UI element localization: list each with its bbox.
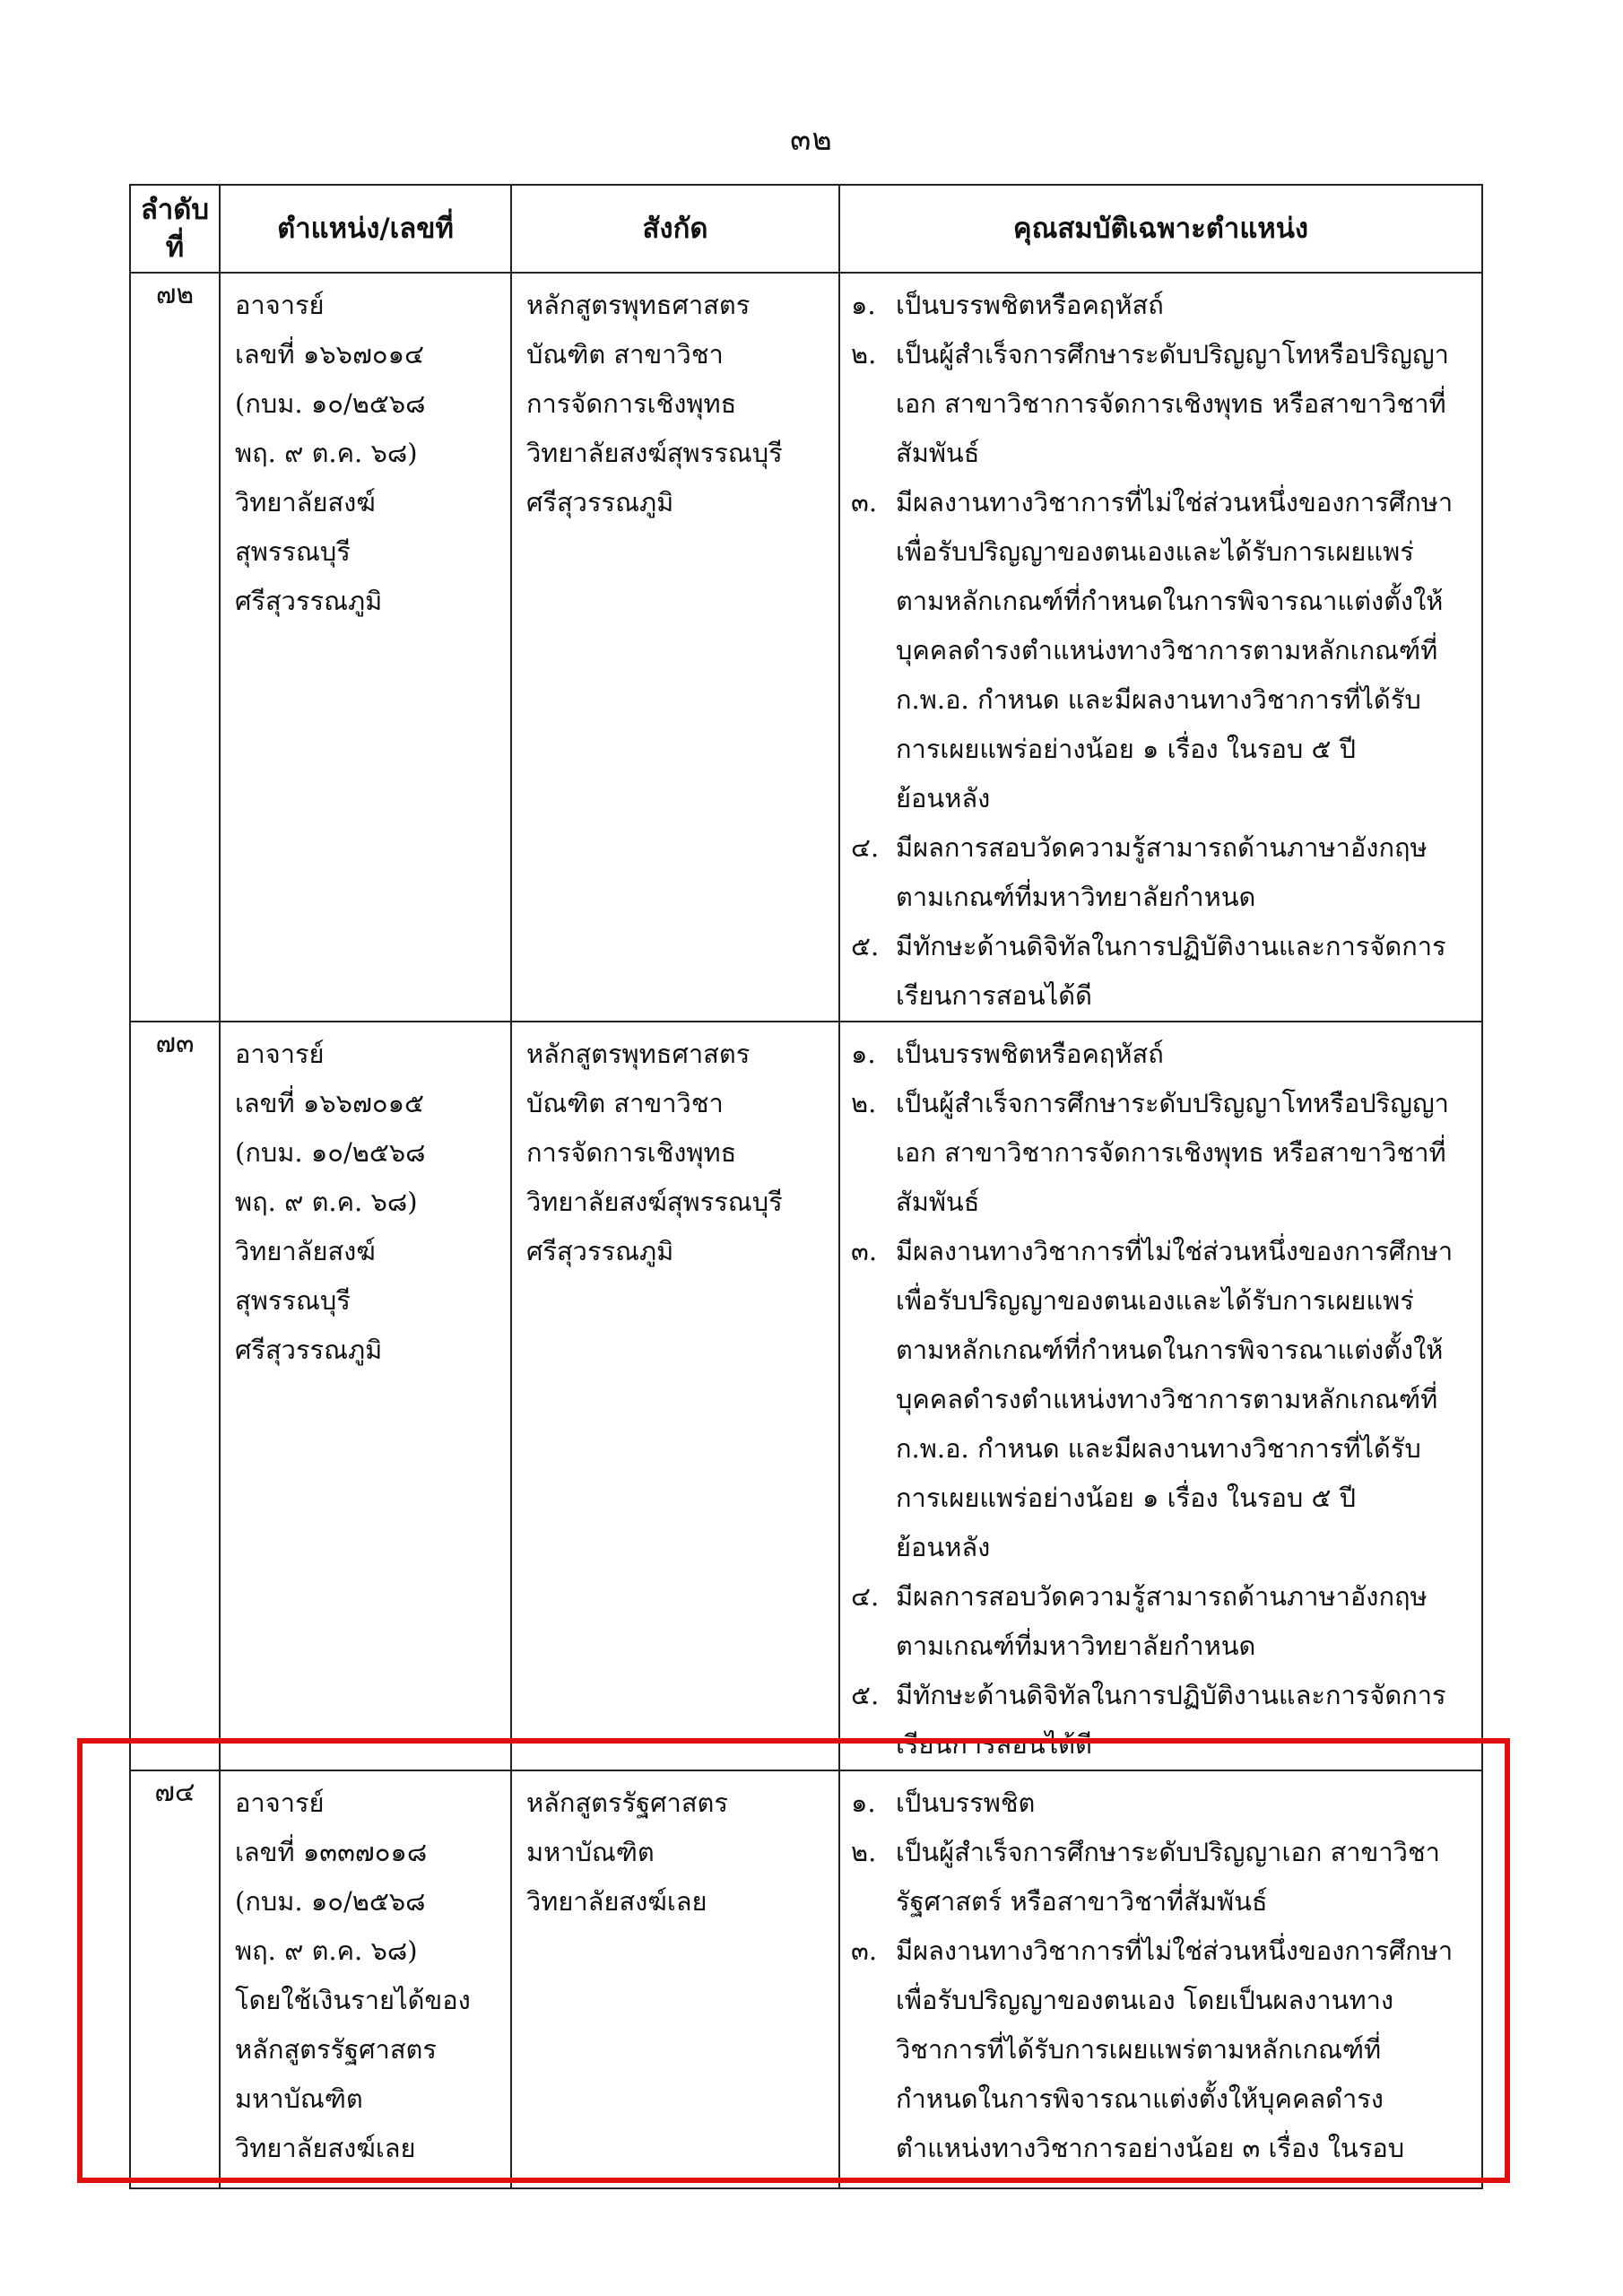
cell-line: มหาบัณฑิต	[235, 2083, 363, 2114]
cell-line: วิทยาลัยสงฆ์สุพรรณบุรี	[526, 1187, 783, 1217]
row-number: ๗๒	[130, 273, 220, 1022]
cell-line: สุพรรณบุรี	[235, 1285, 351, 1316]
position-lines	[221, 274, 510, 626]
cell-line: เลขที่ ๑๓๓๗๐๑๘	[235, 1837, 428, 1867]
qualifications-cell	[839, 273, 1482, 1022]
qualification-item	[851, 1572, 1472, 1671]
qualifications-list	[840, 1022, 1481, 1770]
qualification-text: บุคคลดำรงตำแหน่งทางวิชาการตามหลักเกณฑ์ที่	[896, 635, 1438, 665]
qualification-item	[851, 823, 1472, 922]
qualification-text: สัมพันธ์	[896, 438, 980, 468]
qualification-text: เป็นผู้สำเร็จการศึกษาระดับปริญญาเอก สาขาวิชา	[896, 1837, 1440, 1867]
cell-line: เลขที่ ๑๖๖๗๐๑๔	[235, 339, 424, 370]
qualification-number: ๕.	[851, 931, 880, 961]
header-department: สังกัด	[511, 185, 839, 273]
row-number: ๗๔	[130, 1770, 220, 2188]
qualification-number: ๔.	[851, 832, 880, 863]
cell-line: อาจารย์	[235, 290, 325, 320]
cell-line: หลักสูตรรัฐศาสตร	[526, 1787, 728, 1818]
cell-line: วิทยาลัยสงฆ์	[235, 1236, 376, 1266]
cell-line: หลักสูตรพุทธศาสตร	[526, 1039, 751, 1069]
qualification-number: ๑.	[851, 1039, 876, 1069]
qualification-item	[851, 1030, 1472, 1079]
qualification-text: บุคคลดำรงตำแหน่งทางวิชาการตามหลักเกณฑ์ที่	[896, 1384, 1438, 1414]
qualification-item	[851, 1227, 1472, 1572]
cell-line: ศรีสุวรรณภูมิ	[526, 487, 674, 517]
qualification-text: สัมพันธ์	[896, 1187, 980, 1217]
qualification-text: มีทักษะด้านดิจิทัลในการปฏิบัติงานและการจัดการ	[896, 931, 1446, 961]
qualification-number: ๒.	[851, 339, 877, 370]
qualification-text: ย้อนหลัง	[896, 783, 991, 813]
qualification-text: เพื่อรับปริญญาของตนเองและได้รับการเผยแพร่	[896, 536, 1414, 567]
qualification-text: ก.พ.อ. กำหนด และมีผลงานทางวิชาการที่ได้รับ	[896, 684, 1421, 715]
cell-line: โดยใช้เงินรายได้ของ	[235, 1985, 471, 2015]
qualification-item	[851, 922, 1472, 1021]
qualification-item	[851, 281, 1472, 330]
department-cell	[511, 1022, 839, 1770]
qualification-text: ตามหลักเกณฑ์ที่กำหนดในการพิจารณาแต่งตั้งให้	[896, 586, 1444, 616]
qualification-number: ๑.	[851, 1787, 876, 1818]
qualification-text: ตามหลักเกณฑ์ที่กำหนดในการพิจารณาแต่งตั้งให้	[896, 1335, 1444, 1365]
qualification-number: ๑.	[851, 290, 876, 320]
cell-line: พฤ. ๙ ต.ค. ๖๘)	[235, 1935, 418, 1966]
qualification-number: ๓.	[851, 1236, 878, 1266]
qualification-text: มีผลการสอบวัดความรู้สามารถด้านภาษาอังกฤษ	[896, 1581, 1428, 1612]
qualification-text: กำหนดในการพิจารณาแต่งตั้งให้บุคคลดำรง	[896, 2083, 1384, 2114]
cell-line: การจัดการเชิงพุทธ	[526, 388, 737, 419]
cell-line: (กบม. ๑๐/๒๕๖๘	[235, 1886, 426, 1917]
qualification-text: ตามเกณฑ์ที่มหาวิทยาลัยกำหนด	[896, 882, 1256, 912]
qualification-text: เพื่อรับปริญญาของตนเอง โดยเป็นผลงานทาง	[896, 1985, 1394, 2015]
cell-line: บัณฑิต สาขาวิชา	[526, 1088, 724, 1118]
qualification-item	[851, 1079, 1472, 1227]
header-qualifications: คุณสมบัติเฉพาะตำแหน่ง	[839, 185, 1482, 273]
cell-line: (กบม. ๑๐/๒๕๖๘	[235, 388, 426, 419]
cell-line: ศรีสุวรรณภูมิ	[235, 586, 383, 616]
cell-line: อาจารย์	[235, 1787, 325, 1818]
qualification-text: ตามเกณฑ์ที่มหาวิทยาลัยกำหนด	[896, 1631, 1256, 1661]
qualification-number: ๕.	[851, 1680, 880, 1710]
header-position: ตำแหน่ง/เลขที่	[220, 185, 511, 273]
qualification-text: ก.พ.อ. กำหนด และมีผลงานทางวิชาการที่ได้รับ	[896, 1433, 1421, 1464]
cell-line: หลักสูตรรัฐศาสตร	[235, 2034, 437, 2065]
cell-line: วิทยาลัยสงฆ์	[235, 487, 376, 517]
qualification-number: ๒.	[851, 1837, 877, 1867]
cell-line: การจัดการเชิงพุทธ	[526, 1137, 737, 1168]
qualification-text: ตำแหน่งทางวิชาการอย่างน้อย ๓ เรื่อง ในรอบ	[896, 2133, 1405, 2163]
qualification-text: การเผยแพร่อย่างน้อย ๑ เรื่อง ในรอบ ๕ ปี	[896, 734, 1357, 764]
cell-line: วิทยาลัยสงฆ์เลย	[526, 1886, 707, 1917]
table-row	[130, 1022, 1482, 1770]
table-header-row	[130, 185, 1482, 273]
cell-line: พฤ. ๙ ต.ค. ๖๘)	[235, 1187, 418, 1217]
cell-line: ศรีสุวรรณภูมิ	[526, 1236, 674, 1266]
cell-line: มหาบัณฑิต	[526, 1837, 655, 1867]
cell-line: วิทยาลัยสงฆ์เลย	[235, 2133, 416, 2163]
qualification-number: ๔.	[851, 1581, 880, 1612]
cell-line: สุพรรณบุรี	[235, 536, 351, 567]
qualification-number: ๒.	[851, 1088, 877, 1118]
qualification-text: เพื่อรับปริญญาของตนเองและได้รับการเผยแพร่	[896, 1285, 1414, 1316]
department-cell	[511, 273, 839, 1022]
qualification-text: รัฐศาสตร์ หรือสาขาวิชาที่สัมพันธ์	[896, 1886, 1268, 1917]
qualifications-list	[840, 274, 1481, 1021]
qualification-item	[851, 330, 1472, 478]
cell-line: (กบม. ๑๐/๒๕๖๘	[235, 1137, 426, 1168]
qualification-text: เป็นผู้สำเร็จการศึกษาระดับปริญญาโทหรือปริญญา	[896, 1088, 1449, 1118]
highlight-box	[77, 1738, 1510, 2183]
qualification-text: เป็นผู้สำเร็จการศึกษาระดับปริญญาโทหรือปริญญา	[896, 339, 1449, 370]
cell-line: วิทยาลัยสงฆ์สุพรรณบุรี	[526, 438, 783, 468]
qualifications-cell	[839, 1022, 1482, 1770]
cell-line: บัณฑิต สาขาวิชา	[526, 339, 724, 370]
qualification-text: เป็นบรรพชิตหรือคฤหัสถ์	[896, 290, 1164, 320]
qualification-item	[851, 478, 1472, 823]
qualification-text: เอก สาขาวิชาการจัดการเชิงพุทธ หรือสาขาวิชาที่	[896, 1137, 1446, 1168]
qualification-number: ๓.	[851, 1935, 878, 1966]
qualification-text: มีทักษะด้านดิจิทัลในการปฏิบัติงานและการจัดการ	[896, 1680, 1446, 1710]
qualification-text: ย้อนหลัง	[896, 1532, 991, 1562]
row-number: ๗๓	[130, 1022, 220, 1770]
cell-line: พฤ. ๙ ต.ค. ๖๘)	[235, 438, 418, 468]
qualification-text: มีผลงานทางวิชาการที่ไม่ใช่ส่วนหนึ่งของการศึกษา	[896, 487, 1454, 517]
qualification-text: การเผยแพร่อย่างน้อย ๑ เรื่อง ในรอบ ๕ ปี	[896, 1483, 1357, 1513]
qualification-text: เป็นบรรพชิตหรือคฤหัสถ์	[896, 1039, 1164, 1069]
department-lines	[512, 1022, 838, 1276]
header-no: ลำดับ ที่	[130, 185, 220, 273]
qualification-text: เอก สาขาวิชาการจัดการเชิงพุทธ หรือสาขาวิชาที่	[896, 388, 1446, 419]
table-row	[130, 273, 1482, 1022]
department-lines	[512, 274, 838, 527]
cell-line: หลักสูตรพุทธศาสตร	[526, 290, 751, 320]
cell-line: เลขที่ ๑๖๖๗๐๑๕	[235, 1088, 424, 1118]
page-number: ๓๒	[790, 122, 833, 158]
qualification-text: เรียนการสอนได้ดี	[896, 980, 1092, 1011]
qualification-number: ๓.	[851, 487, 878, 517]
position-cell	[220, 1022, 511, 1770]
qualification-text: มีผลงานทางวิชาการที่ไม่ใช่ส่วนหนึ่งของการศึกษา	[896, 1935, 1454, 1966]
cell-line: ศรีสุวรรณภูมิ	[235, 1335, 383, 1365]
qualification-text: วิชาการที่ได้รับการเผยแพร่ตามหลักเกณฑ์ที่	[896, 2034, 1382, 2065]
position-lines	[221, 1022, 510, 1375]
qualification-text: มีผลงานทางวิชาการที่ไม่ใช่ส่วนหนึ่งของการศึกษา	[896, 1236, 1454, 1266]
qualification-text: เรียนการสอนได้ดี	[896, 1729, 1092, 1760]
cell-line: อาจารย์	[235, 1039, 325, 1069]
position-cell	[220, 273, 511, 1022]
qualification-text: มีผลการสอบวัดความรู้สามารถด้านภาษาอังกฤษ	[896, 832, 1428, 863]
qualification-text: เป็นบรรพชิต	[896, 1787, 1036, 1818]
